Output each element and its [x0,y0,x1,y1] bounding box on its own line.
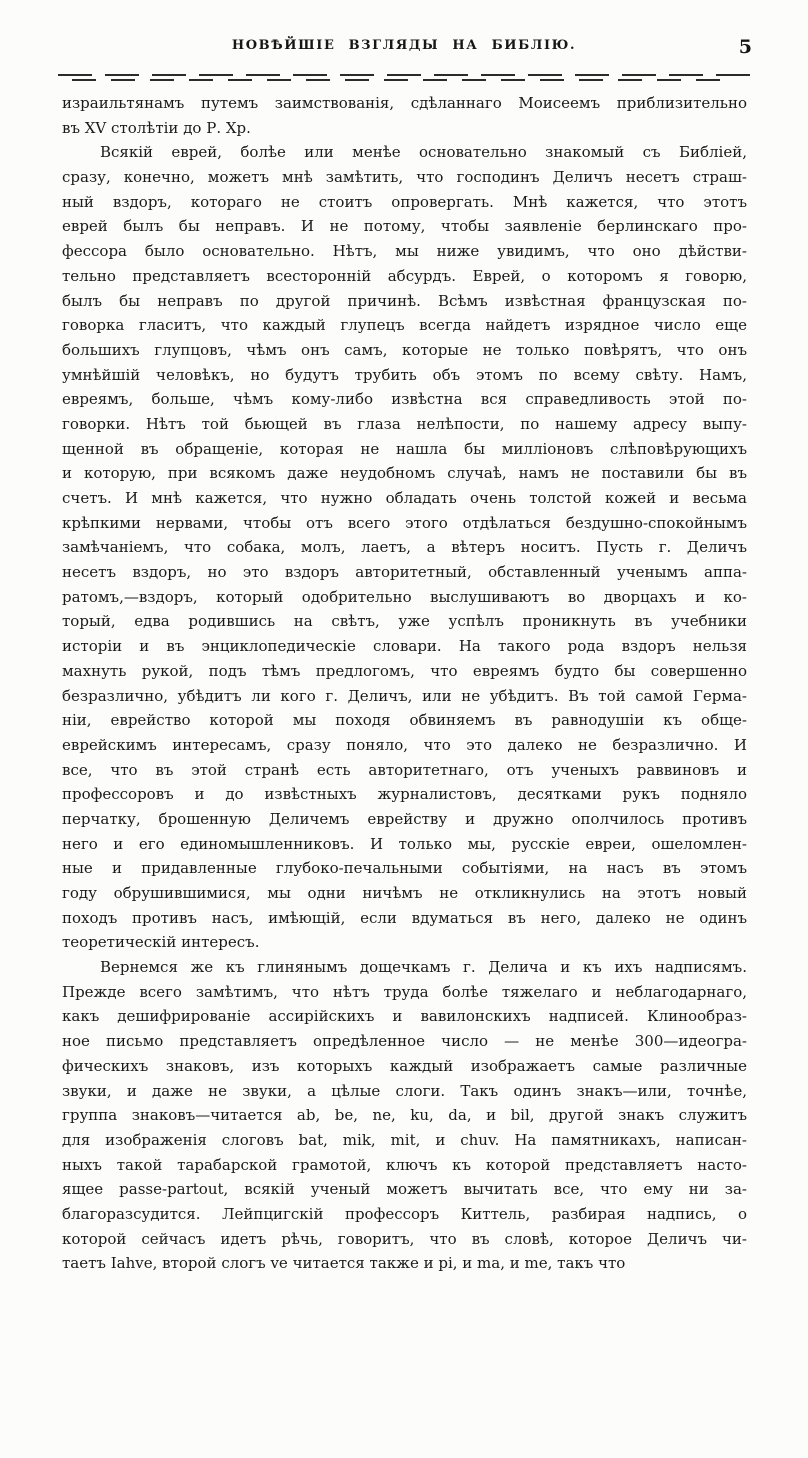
page-number: 5 [738,36,752,58]
text-line: него и его единомышленниковъ. И только мы, русскіе евреи, ошеломлен- [62,834,747,853]
text-line: теоретическій интересъ. [62,933,260,952]
text-line: ное письмо представляетъ опредѣленное число — не менѣе 300—идеогра- [62,1032,747,1051]
text-line: профессоровъ и до извѣстныхъ журналистовъ, десятками рукъ подняло [62,785,747,804]
page-title: НОВѢЙШІЕ ВЗГЛЯДЫ НА БИБЛІЮ. [231,38,577,53]
text-line: счетъ. И мнѣ кажется, что нужно обладать очень толстой кожей и весьма [62,489,747,507]
text-line: еврейскимъ интересамъ, сразу поняло, что это далеко не безразлично. И [62,735,747,754]
text-line: щенной въ обращеніе, которая не нашла бы милліоновъ слѣповѣрующихъ [62,439,747,458]
text-block [62,91,747,1276]
paragraph [62,140,747,955]
text-line: говорка гласитъ, что каждый глупецъ всегда найдетъ изрядное число еще [62,316,747,335]
text-line: фессора было основательно. Нѣтъ, мы ниже увидимъ, что оно дѣйстви- [62,242,747,261]
text-line: звуки, и даже не звуки, а цѣлые слоги. Такъ одинъ знакъ—или, точнѣе, [62,1081,747,1100]
text-line: ныхъ такой тарабарской грамотой, ключъ къ которой представляетъ насто- [62,1155,747,1174]
text-line: крѣпкими нервами, чтобы отъ всего этого отдѣлаться бездушно-спокойнымъ [62,513,747,532]
text-line: ніи, еврейство которой мы походя обвиняемъ въ равнодушіи къ обще- [62,711,747,730]
text-line: группа знаковъ—читается ab, be, ne, ku, da, и bil, другой знакъ служитъ [62,1106,747,1125]
text-line: большихъ глупцовъ, чѣмъ онъ самъ, которые не только повѣрятъ, что онъ [62,340,747,359]
text-line: исторіи и въ энциклопедическіе словари. На такого рода вздоръ нельзя [62,637,747,656]
header-rule-top-line [58,74,758,76]
text-line: сразу, конечно, можетъ мнѣ замѣтить, что господинъ Деличъ несетъ страш- [62,168,747,187]
text-line: перчатку, брошенную Деличемъ еврейству и дружно ополчилось противъ [62,809,747,828]
text-line: несетъ вздоръ, но это вздоръ авторитетный, обставленный ученымъ аппа- [62,563,747,582]
text-line: таетъ Iahve, второй слогъ ve читается также и pi, и ma, и me, такъ что [62,1254,626,1273]
text-line: все, что въ этой странѣ есть авторитетнаго, отъ ученыхъ раввиновъ и [62,760,747,779]
text-line: израильтянамъ путемъ заимствованія, сдѣланнаго Моисеемъ приблизительно [62,94,747,112]
text-line: тельно представляетъ всесторонній абсурдъ. Еврей, о которомъ я говорю, [62,266,747,285]
text-line: Прежде всего замѣтимъ, что нѣтъ труда болѣе тяжелаго и неблагодарнаго, [62,982,747,1001]
text-line: которой сейчасъ идетъ рѣчь, говоритъ, что въ словѣ, которое Деличъ чи- [62,1229,747,1248]
text-line: евреямъ, больше, чѣмъ кому-либо извѣстна вся справедливость этой по- [62,390,747,409]
text-line: замѣчаніемъ, что собака, молъ, лаетъ, а вѣтеръ носитъ. Пусть г. Деличъ [62,538,747,557]
running-head [0,38,808,60]
paragraph [62,955,747,1276]
header-rule-bottom-line [72,79,732,81]
text-line: безразлично, убѣдитъ ли кого г. Деличъ, или не убѣдитъ. Въ той самой Герма- [62,686,747,705]
text-line: умнѣйшій человѣкъ, но будутъ трубить объ этомъ по всему свѣту. Намъ, [62,365,747,384]
text-line: торый, едва родившись на свѣтъ, уже успѣлъ проникнуть въ учебники [62,612,747,631]
text-line: ратомъ,—вздоръ, который одобрительно выслушиваютъ во дворцахъ и ко- [62,587,747,606]
paragraph [62,91,747,140]
text-line: походъ противъ насъ, имѣющій, если вдуматься въ него, далеко не одинъ [62,908,747,927]
text-line: ящее passe-partout, всякій ученый можетъ вычитать все, что ему ни за- [62,1180,747,1199]
text-line: и которую, при всякомъ даже неудобномъ случаѣ, намъ не поставили бы въ [62,464,747,483]
text-line: какъ дешифрированіе ассирійскихъ и вавилонскихъ надписей. Клинообраз- [62,1007,747,1026]
text-line: еврей былъ бы неправъ. И не потому, чтобы заявленіе берлинскаго про- [62,217,747,236]
text-line: году обрушившимися, мы одни ничѣмъ не откликнулись на этотъ новый [62,884,747,902]
text-line: Всякій еврей, болѣе или менѣе основательно знакомый съ Библіей, [100,143,747,162]
header-rule [58,74,758,84]
text-line: говорки. Нѣтъ той бьющей въ глаза нелѣпости, по нашему адресу выпу- [62,414,747,433]
text-line: былъ бы неправъ по другой причинѣ. Всѣмъ извѣстная французская по- [62,291,747,310]
text-line: ные и придавленные глубоко-печальными событіями, на насъ въ этомъ [62,859,747,878]
text-line: махнуть рукой, подъ тѣмъ предлогомъ, что евреямъ будто бы совершенно [62,661,747,680]
text-line: для изображенія слоговъ bat, mik, mit, и chuv. На памятникахъ, написан- [62,1130,747,1149]
text-line: Вернемся же къ глинянымъ дощечкамъ г. Делича и къ ихъ надписямъ. [100,958,747,977]
text-line: ный вздоръ, котораго не стоитъ опровергать. Мнѣ кажется, что этотъ [62,192,747,211]
text-line: въ XV столѣтіи до Р. Хр. [62,118,251,137]
text-line: фическихъ знаковъ, изъ которыхъ каждый изображаетъ самые различные [62,1056,747,1075]
text-line: благоразсудится. Лейпцигскій профессоръ Киттель, разбирая надпись, о [62,1204,747,1223]
